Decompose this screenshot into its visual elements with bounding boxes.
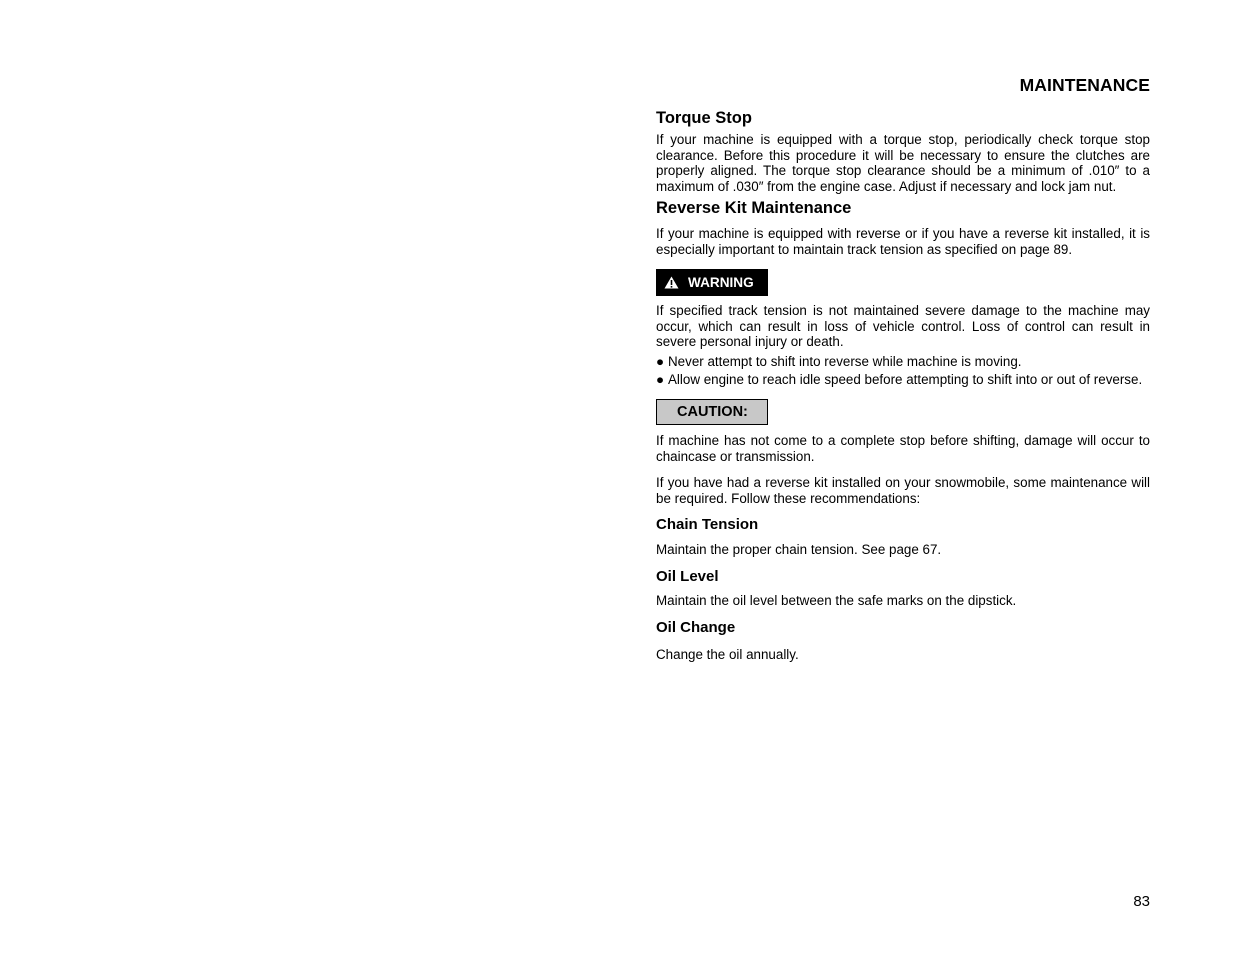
warning-bullet-text: Allow engine to reach idle speed before attempting to shift into or out of reverse. — [668, 372, 1143, 387]
warning-bullet-item — [656, 354, 1150, 370]
caution-label-box — [656, 399, 768, 425]
warning-triangle-icon — [664, 276, 679, 289]
oil-level-heading: Oil Level — [656, 568, 719, 585]
warning-label: WARNING — [688, 275, 754, 290]
caution-label: CAUTION: — [677, 404, 748, 420]
caution-paragraph: If machine has not come to a complete stop before shifting, damage will occur to chaincase or transmission. — [656, 433, 1150, 464]
oil-change-heading: Oil Change — [656, 619, 736, 636]
section-title: MAINTENANCE — [1019, 75, 1150, 95]
bullet-dot-icon: ● — [656, 372, 665, 387]
chain-tension-paragraph: Maintain the proper chain tension. See page 67. — [656, 542, 942, 557]
recommendations-intro-paragraph: If you have had a reverse kit installed on your snowmobile, some maintenance will be required. Follow these recommendations: — [656, 475, 1150, 506]
chain-tension-heading: Chain Tension — [656, 516, 759, 533]
page-number: 83 — [1133, 893, 1150, 910]
reverse-kit-heading: Reverse Kit Maintenance — [656, 199, 852, 217]
warning-paragraph: If specified track tension is not maintained severe damage to the machine may occur, which can result in loss of vehicle control. Loss of control can result in severe personal injury or death. — [656, 303, 1150, 350]
warning-label-box — [656, 269, 768, 296]
warning-bullet-text: Never attempt to shift into reverse while machine is moving. — [668, 354, 1022, 369]
reverse-kit-intro-paragraph: If your machine is equipped with reverse or if you have a reverse kit installed, it is especially important to maintain track tension as specified on page 89. — [656, 226, 1150, 257]
warning-bullet-item — [656, 372, 1150, 388]
torque-stop-paragraph: If your machine is equipped with a torque stop, periodically check torque stop clearance. Before this procedure it will be necessary to ensure the clutches are properly aligned. The torque stop clearance should be a minimum of .010″ to a maximum of .030″ from the engine case. Adjust if necessary and lock jam nut. — [656, 132, 1150, 194]
torque-stop-heading: Torque Stop — [656, 109, 752, 127]
manual-page-column — [656, 0, 1150, 954]
oil-level-paragraph: Maintain the oil level between the safe marks on the dipstick. — [656, 593, 1017, 608]
oil-change-paragraph: Change the oil annually. — [656, 647, 799, 662]
bullet-dot-icon: ● — [656, 354, 665, 369]
